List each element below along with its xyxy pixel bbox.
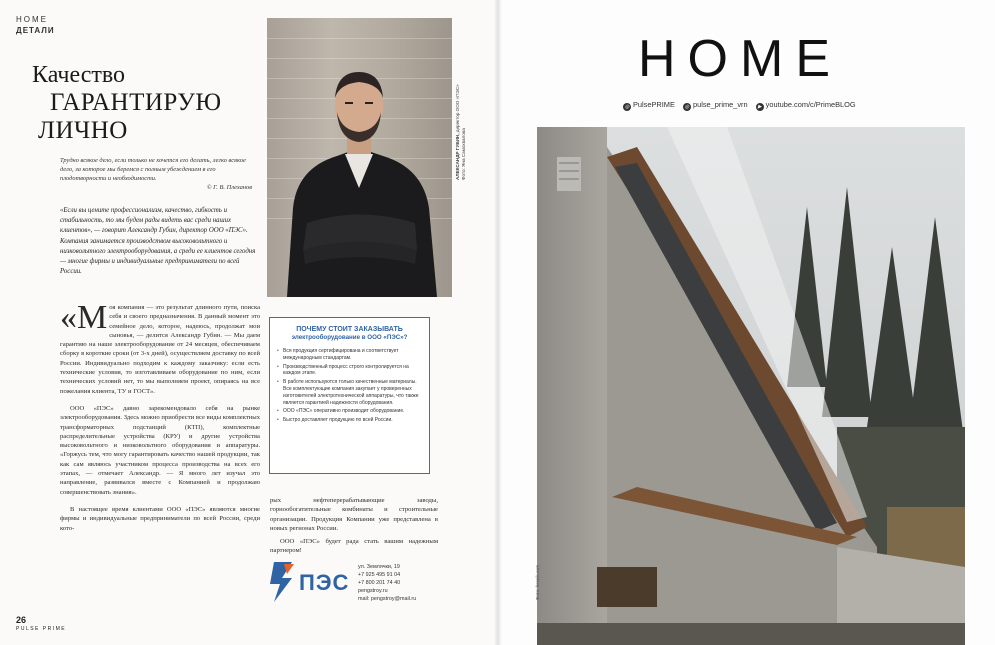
- info-box-title: ПОЧЕМУ СТОИТ ЗАКАЗЫВАТЬ: [296, 326, 403, 333]
- magazine-name: PULSE PRIME: [16, 626, 67, 632]
- info-box-list: [277, 348, 422, 424]
- company-logo: [270, 560, 355, 605]
- left-page: [0, 0, 497, 645]
- headline-line-1: Качество: [32, 62, 126, 88]
- contact-block: [358, 563, 458, 603]
- youtube-icon: ▶: [756, 103, 764, 111]
- body-paragraph-4: рых нефтеперерабатывающие заводы, горнообогатительные комбинаты и строительные организации. Продукция Компании уже представлена в новых регионах России.: [270, 497, 438, 532]
- info-item: • ООО «ПЭС» оперативно производит оборудование.: [277, 408, 422, 415]
- photo-caption: [455, 60, 467, 180]
- caption-credit: Фото: Яна Самохвалова: [461, 128, 466, 180]
- home-section-logo: HOME: [638, 30, 842, 88]
- social-link-3[interactable]: ▶ youtube.com/c/PrimeBLOG: [756, 100, 856, 109]
- epigraph-author: © Г. В. Плеханов: [206, 184, 252, 191]
- body-paragraph-5: ООО «ПЭС» будет рада стать вашим надежным партнером!: [270, 538, 438, 555]
- info-box: [269, 317, 430, 474]
- body-paragraph-2: ООО «ПЭС» давно зарекомендовало себя на рынке электрооборудования. Здесь можно приобрести все виды комплектных трансформаторных подстанций (КТП), комплектные распределительные устройства (КРУ) и другие устройства высоковольтного и низковольтного оборудования и аппаратуры. «Горжусь тем, что могу гарантировать качество нашей продукции, так как сам являюсь участником процесса производства на всех его этапах, — отмечает Александр. — Я много лет изучал это направление, развивался вместе с Компанией и продолжаю совершенствовать знания».: [60, 404, 260, 496]
- info-box-subtitle: электрооборудование в ООО «ПЭС»?: [291, 334, 408, 341]
- headline-line-3: ЛИЧНО: [38, 117, 128, 144]
- contact-phone-2: +7 800 201 74 40: [358, 580, 401, 586]
- contact-phone-1: +7 925 495 91 04: [358, 572, 401, 578]
- headline-line-2: ГАРАНТИРУЮ: [50, 89, 222, 116]
- info-item: • Быстро доставляет продукцию по всей России.: [277, 417, 422, 424]
- caption-name: АЛЕКСАНДР ГУБИН,: [455, 133, 460, 180]
- section-tag: [16, 14, 55, 36]
- contact-email: mail: pengstroy@mail.ru: [358, 596, 417, 602]
- lightning-bolt-icon: [270, 560, 296, 604]
- caption-role: директор ООО «ПЭС»: [455, 84, 460, 133]
- drop-cap: «М: [60, 299, 108, 336]
- page-number: 26: [16, 615, 27, 625]
- body-column-1: [60, 299, 260, 541]
- social-link-2[interactable]: ◎ pulse_prime_vrn: [684, 100, 748, 110]
- spread-gutter: [494, 0, 502, 645]
- body-paragraph-1: оя компания — это результат длинного пути, поиска себя и своего предназначения. В данный момент это семейное дело, которое, надеюсь, продолжат мои сыновья, — делится Александр Губин. — Мы даем гарантию на наше электрооборудование от 24 месяцев, обеспечиваем сборку в короткие сроки (от 3-х дней), осуществляем доставку по всей России. Индивидуально подходим к каждому заказчику: если есть технические условия, то изготавливаем оборудование по ним, если технических условий нет, то мы выполняем проект, опираясь на все пожелания клиента, ТУ и ГОСТ».: [60, 304, 260, 395]
- page-folio: [16, 615, 66, 633]
- article-headline: [30, 62, 260, 145]
- instagram-icon: ◎: [684, 104, 690, 110]
- body-paragraph-3: В настоящее время клиентами ООО «ПЭС» являются многие фирмы и индивидуальные предприниматели по всей России, среди кото-: [60, 505, 260, 532]
- logo-text: ПЭС: [299, 570, 350, 595]
- info-item: • В работе используются только качественные материалы. Все комплектующие компания закупает у проверенных изготовителей электротехнической аппаратуры, что также является гарантией надежности оборудования.: [277, 379, 422, 406]
- info-item: • Производственный процесс строго контролируется на каждом этапе.: [277, 364, 422, 378]
- portrait-photo: [267, 18, 452, 297]
- contact-site: pengstroy.ru: [358, 588, 388, 594]
- epigraph-text: Трудно всякое дело, если только не хочется его делать, легко всякое дело, за которое мы беремся с полным убеждением в его плодотворности и необходимости.: [60, 157, 246, 182]
- social-link-1[interactable]: ◎ PulsePRIME: [624, 100, 675, 110]
- man-portrait-icon: [267, 18, 452, 297]
- epigraph: [60, 156, 252, 192]
- modern-house-icon: [537, 127, 965, 645]
- lead-paragraph: «Если вы цените профессионализм, качество, гибкость и стабильность, то мы будем рады видеть вас среди наших клиентов», — говорит Александр Губин, директор ООО «ПЭС». Компания занимается производством высоковольтного и низковольтного электрооборудования, а среди ее клиентов сегодня — многие фирмы и индивидуальные предприниматели по всей России.: [60, 207, 256, 276]
- contact-address: ул. Землячки, 19: [358, 564, 400, 570]
- info-item: • Вся продукция сертифицирована и соответствует международным стандартам.: [277, 348, 422, 362]
- instagram-icon: ◎: [624, 104, 630, 110]
- photo-credit: Фото: freepik.com: [535, 564, 540, 600]
- section-home: HOME: [16, 15, 48, 24]
- social-links: [623, 100, 893, 111]
- section-details: ДЕТАЛИ: [16, 26, 55, 35]
- house-photo: [537, 127, 965, 645]
- body-column-2: [270, 496, 438, 560]
